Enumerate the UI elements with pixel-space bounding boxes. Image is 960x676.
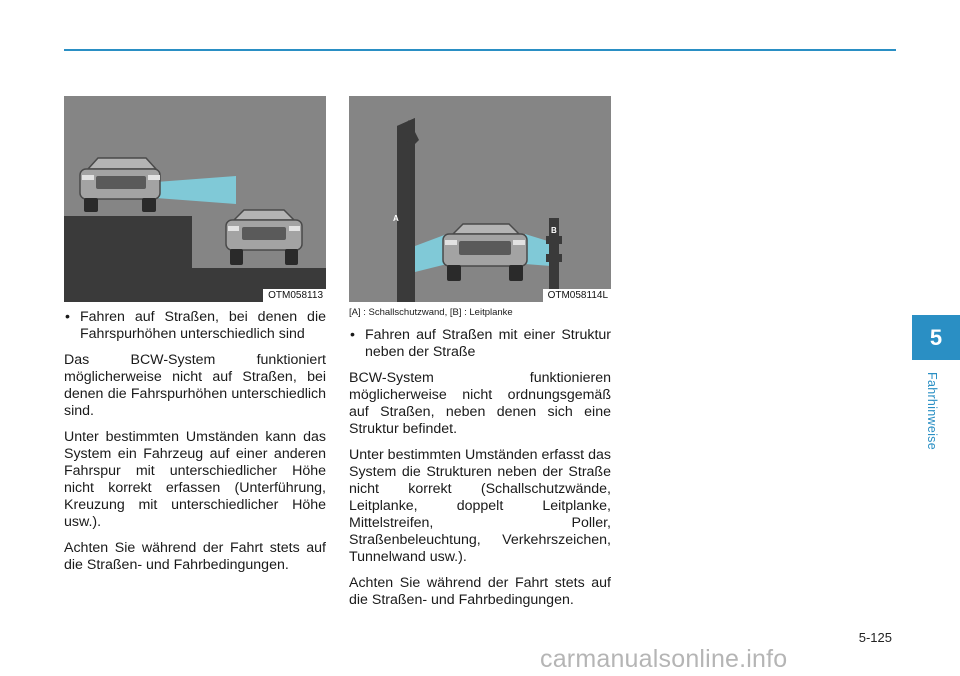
- figure-roadside-structure: [349, 96, 611, 302]
- paragraph: Achten Sie während der Fahrt stets auf die Straßen- und Fahrbedingungen.: [64, 540, 326, 573]
- list-item: [64, 309, 326, 343]
- figure-height-difference: [64, 96, 326, 302]
- bullet-icon: •: [65, 309, 70, 325]
- bullet-icon: •: [350, 327, 355, 343]
- figure-code: OTM058113: [263, 289, 326, 302]
- list-item: [349, 327, 611, 361]
- chapter-label-text: Fahrhinweise: [925, 372, 939, 450]
- right-column: [349, 307, 611, 618]
- page-number: 5-125: [858, 630, 892, 645]
- paragraph: Unter bestimmten Umständen erfasst das System die Strukturen neben der Straße nicht korrekt (Schallschutzwände, Leitplanke, doppelt Leitplanke, Mittelstreifen, Poller, Straßenbeleuchtung, Verkehrszeichen, Tunnelwand usw.).: [349, 447, 611, 565]
- figure-roadside-structure-illustration: [349, 96, 611, 302]
- paragraph: Das BCW-System funktioniert möglicherweise nicht auf Straßen, bei denen die Fahrspurhöhen unterschiedlich sind.: [64, 352, 326, 419]
- bullet-text: Fahren auf Straßen mit einer Struktur neben der Straße: [365, 327, 611, 360]
- paragraph: Achten Sie während der Fahrt stets auf die Straßen- und Fahrbedingungen.: [349, 575, 611, 608]
- figure-height-difference-illustration: [64, 96, 326, 302]
- label-a: A: [393, 214, 399, 223]
- paragraph: Unter bestimmten Umständen kann das System ein Fahrzeug auf einer anderen Fahrspur mit unterschiedlicher Höhe nicht korrekt erfassen (Unterführung, Kreuzung mit unterschiedlicher Höhe usw.).: [64, 429, 326, 530]
- bullet-text: Fahren auf Straßen, bei denen die Fahrspurhöhen unterschiedlich sind: [80, 309, 326, 342]
- figure-code: OTM058114L: [543, 289, 611, 302]
- chapter-label: [924, 366, 940, 456]
- label-b: B: [551, 226, 557, 235]
- figure-caption: [A] : Schallschutzwand, [B] : Leitplanke: [349, 307, 513, 318]
- left-column: [64, 309, 326, 583]
- watermark: carmanualsonline.info: [540, 645, 788, 673]
- paragraph: BCW-System funktionieren möglicherweise nicht ordnungsgemäß auf Straßen, neben denen sich eine Struktur befindet.: [349, 370, 611, 437]
- header-rule: [64, 49, 896, 51]
- chapter-tab: 5: [912, 315, 960, 360]
